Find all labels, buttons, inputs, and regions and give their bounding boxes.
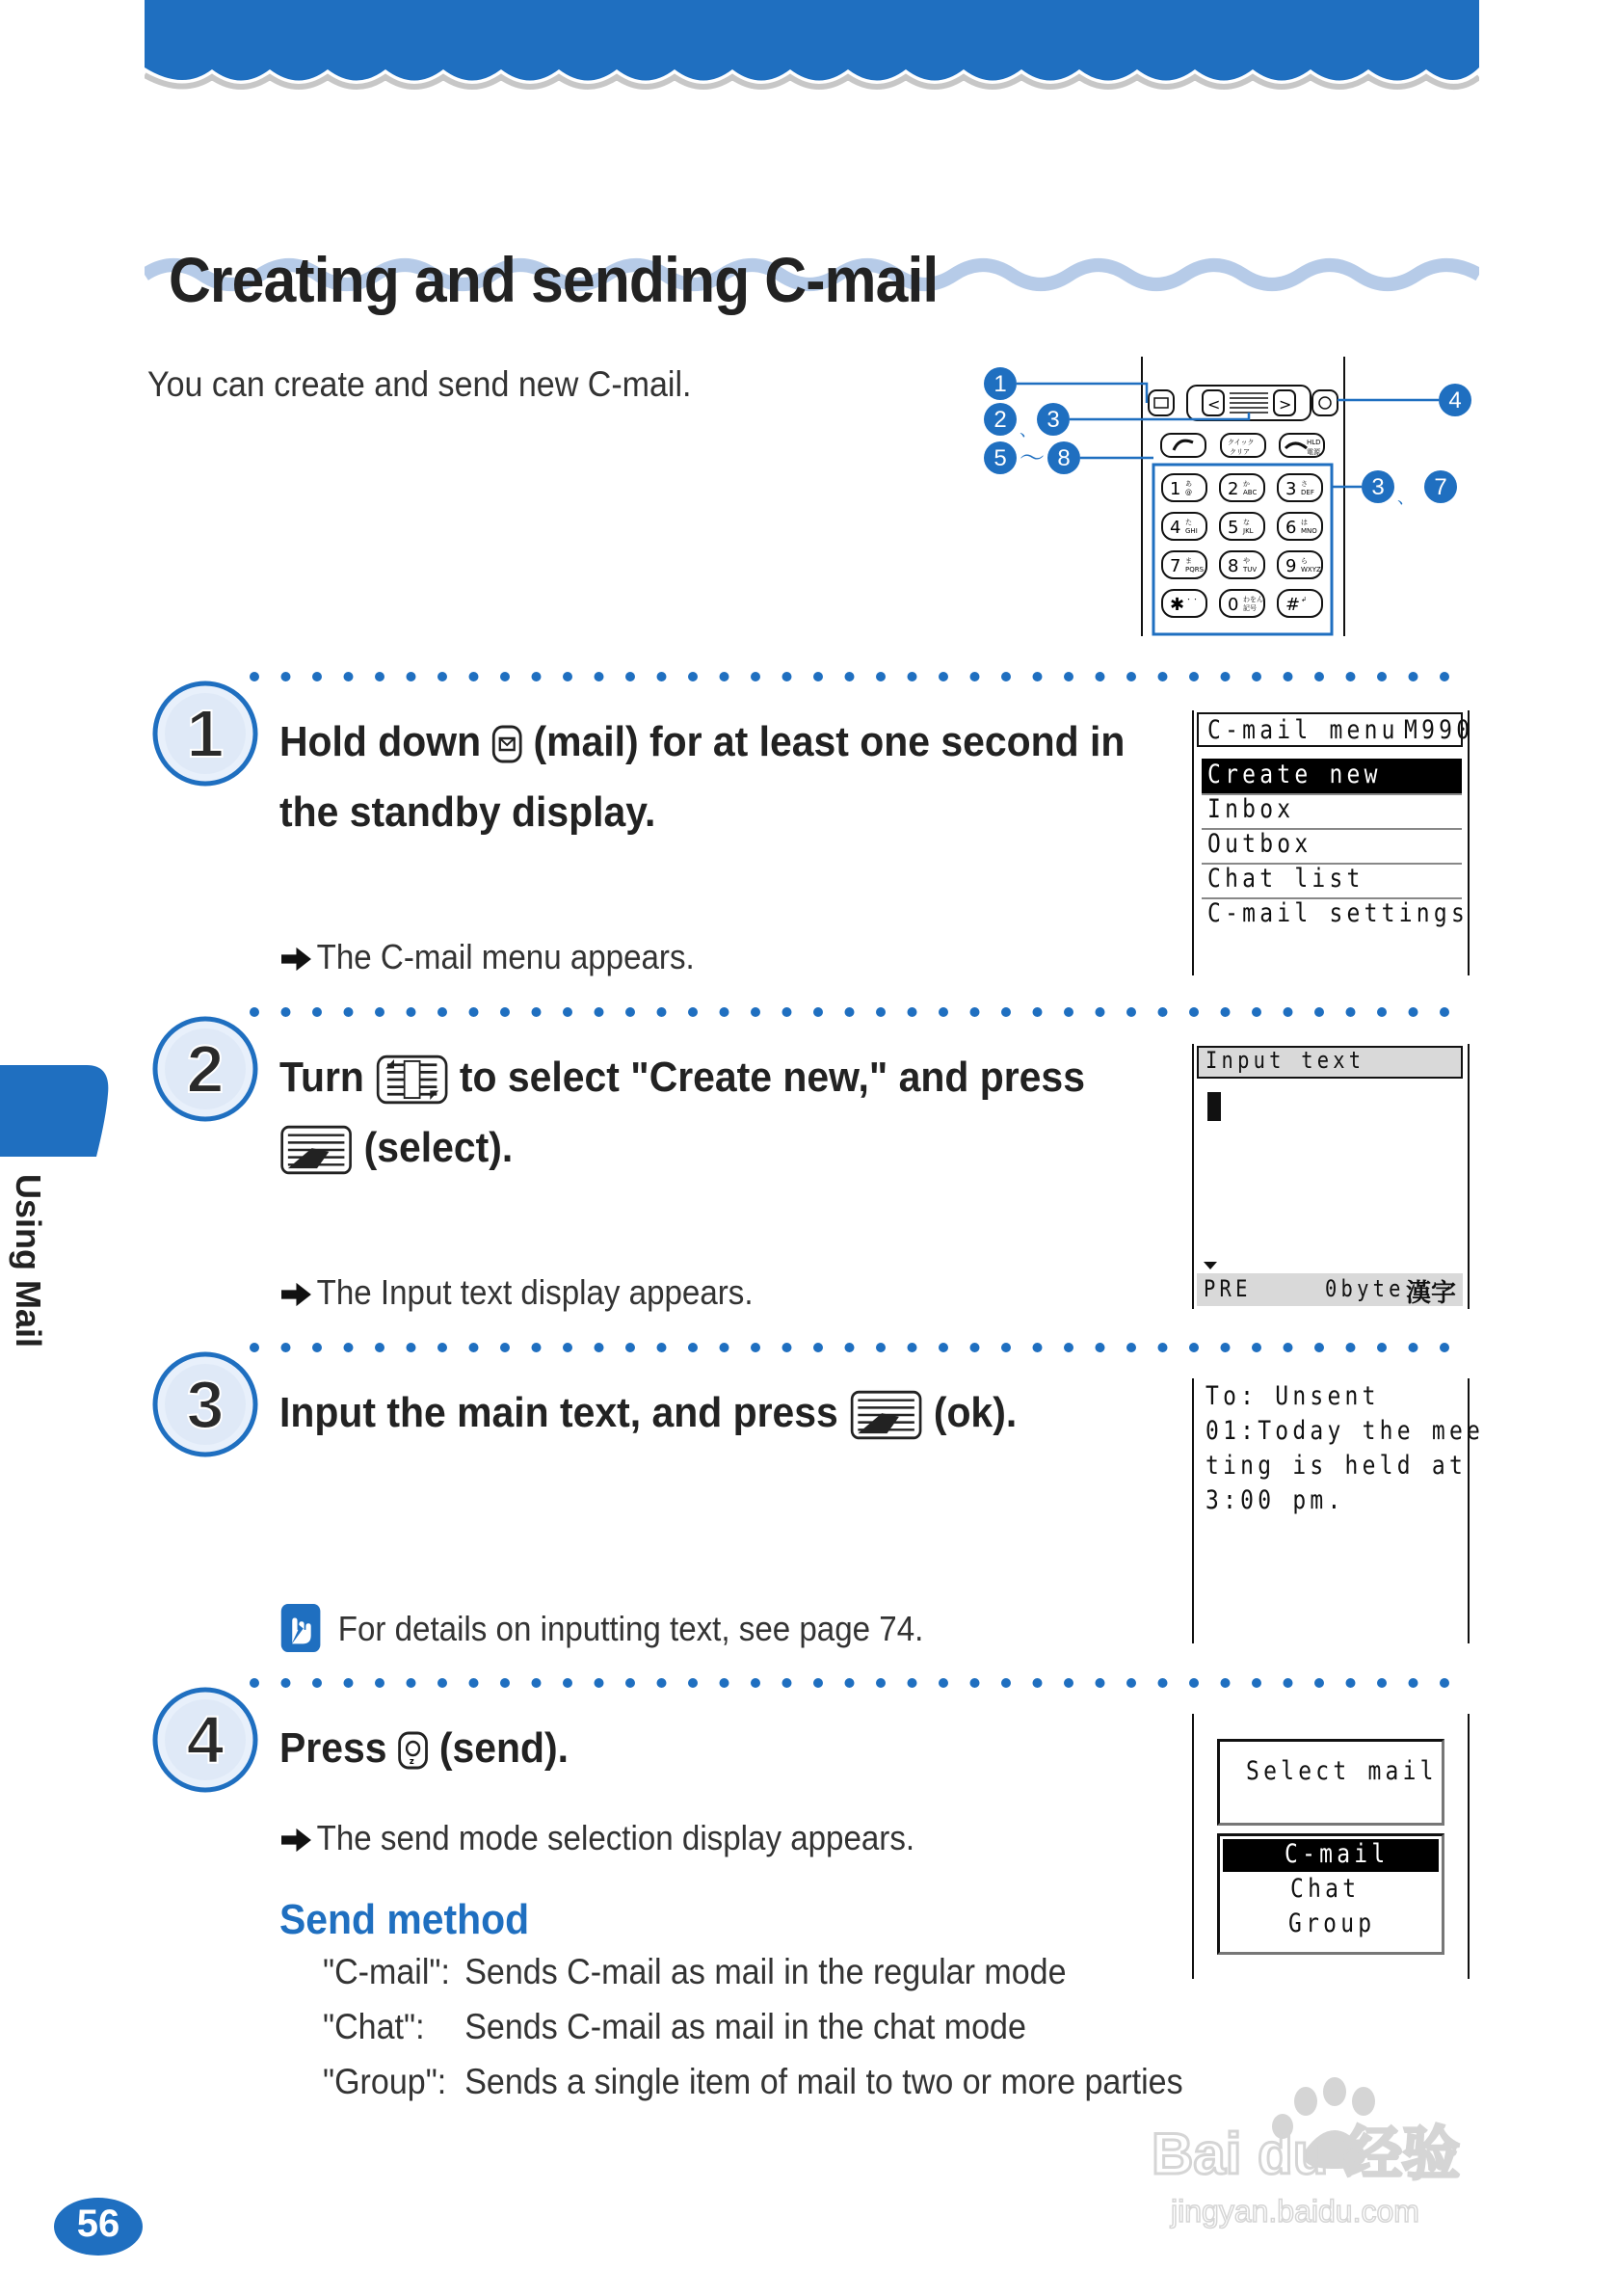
arrow-right-icon (279, 1281, 313, 1308)
callout-8 (1047, 441, 1080, 474)
side-tab-label: Using Mail (9, 1174, 48, 1348)
svg-text:HLD: HLD (1307, 439, 1321, 446)
send-key-icon (398, 1730, 429, 1771)
send-method-row: "Chat": Sends C-mail as mail in the chat mode (323, 2007, 1026, 2046)
svg-text:PQRS: PQRS (1185, 566, 1205, 574)
svg-text:1: 1 (1170, 479, 1181, 499)
svg-text:な: な (1243, 519, 1250, 526)
svg-text:✱: ✱ (1170, 595, 1185, 615)
svg-text:>: > (1279, 395, 1292, 414)
svg-text:1: 1 (993, 371, 1007, 397)
step-result: The C-mail menu appears. (279, 937, 695, 977)
svg-text:ま: ま (1185, 557, 1192, 565)
arrow-right-icon (279, 946, 313, 973)
svg-text:1: 1 (186, 696, 225, 771)
svg-text:や: や (1243, 557, 1250, 565)
svg-text:クイック: クイック (1228, 439, 1255, 446)
send-key (1312, 390, 1338, 415)
step-result: The Input text display appears. (279, 1272, 754, 1313)
keypad-key (1162, 590, 1206, 617)
mail-icon (491, 724, 522, 764)
step-divider (249, 1340, 1477, 1355)
baidu-watermark (1152, 2063, 1537, 2236)
callout-3-right (1362, 470, 1394, 503)
svg-text:@: @ (1185, 489, 1192, 496)
clear-key (1221, 434, 1265, 457)
option-cmail: C-mail (1285, 1839, 1390, 1869)
svg-text:3: 3 (1285, 479, 1297, 499)
callout-3-top (1037, 403, 1070, 436)
svg-text:5: 5 (1228, 518, 1239, 538)
send-method-row: "Group": Sends a single item of mail to two or more parties (323, 2062, 1183, 2101)
step-number-badge (151, 680, 259, 788)
side-tab (0, 1065, 111, 1157)
svg-text:は: は (1301, 519, 1308, 526)
svg-text:8: 8 (1057, 445, 1071, 471)
svg-text:、: 、 (1020, 420, 1037, 441)
keypad-key (1220, 513, 1264, 540)
svg-text:記号: 記号 (1243, 604, 1257, 612)
svg-text:電源: 電源 (1307, 448, 1320, 456)
svg-text:、: 、 (1397, 488, 1415, 508)
svg-text:WXYZ: WXYZ (1301, 566, 1321, 574)
svg-text:4: 4 (1448, 387, 1462, 414)
svg-text:3: 3 (186, 1367, 225, 1442)
svg-text:6: 6 (1285, 518, 1297, 538)
select-key-icon (849, 1389, 922, 1441)
keypad-key (1220, 551, 1264, 578)
mail-key (1149, 390, 1174, 415)
keypad-key (1278, 590, 1322, 617)
svg-text:7: 7 (1170, 556, 1181, 576)
svg-text:#: # (1285, 595, 1301, 615)
keypad-key (1162, 474, 1206, 501)
svg-text:MNO: MNO (1301, 527, 1317, 535)
step-number-badge (151, 1686, 259, 1794)
svg-text:4: 4 (1170, 518, 1181, 538)
step-divider (249, 1675, 1477, 1691)
step-instruction: Press (send). (279, 1724, 570, 1772)
svg-text:クリア: クリア (1230, 448, 1250, 456)
step-instruction: Input the main text, and press (ok). (279, 1377, 1017, 1448)
svg-text:か: か (1243, 480, 1250, 488)
screen-select-mail: Select mail C-mail Chat Group (1192, 1714, 1470, 1979)
svg-text:TUV: TUV (1243, 566, 1258, 574)
pointing-hand-icon (279, 1602, 322, 1654)
arrow-right-icon (279, 1827, 313, 1854)
svg-text:DEF: DEF (1301, 489, 1314, 496)
svg-text:7: 7 (1434, 474, 1447, 500)
callout-1 (984, 367, 1017, 400)
svg-text:Bai du 经验: Bai du 经验 (1152, 2122, 1461, 2186)
scroll-down-icon (1204, 1262, 1217, 1269)
keypad-key (1278, 513, 1322, 540)
keypad-diagram (973, 357, 1484, 636)
send-method-heading: Send method (279, 1896, 530, 1943)
svg-text:9: 9 (1285, 556, 1297, 576)
send-method-row: "C-mail": Sends C-mail as mail in the regular mode (323, 1952, 1067, 1991)
screen-input-text: Input text PRE 0byte 漢字 (1192, 1044, 1470, 1309)
svg-text:jingyan.baidu.com: jingyan.baidu.com (1171, 2194, 1419, 2229)
callout-2 (984, 403, 1017, 436)
svg-text:2: 2 (186, 1031, 225, 1107)
callout-7 (1424, 470, 1457, 503)
keypad-key (1278, 474, 1322, 501)
svg-text:〜: 〜 (1020, 444, 1046, 473)
svg-text:・・: ・・ (1185, 596, 1199, 603)
keypad-key (1278, 551, 1322, 578)
step-result: The send mode selection display appears. (279, 1818, 914, 1858)
page-number: 56 (76, 2203, 120, 2245)
number-keys (1162, 474, 1322, 617)
step-instruction: Turn to select "Create new," and press (select). (279, 1042, 1085, 1183)
svg-text:JKL: JKL (1243, 527, 1254, 535)
header-wave-band (145, 0, 1479, 96)
step-reference-note: For details on inputting text, see page 74. (279, 1602, 923, 1654)
svg-text:た: た (1185, 519, 1192, 526)
navigation-key-icon (375, 1054, 448, 1106)
keypad-key (1162, 513, 1206, 540)
svg-text:2: 2 (993, 407, 1007, 433)
call-key (1161, 434, 1205, 457)
step-instruction: Hold down (mail) for at least one second in the standby display. (279, 718, 1126, 836)
svg-text:あ: あ (1185, 480, 1192, 488)
svg-text:3: 3 (1046, 407, 1060, 433)
screen-cmail-menu: C-mail menu M990 Create new Inbox Outbox Chat list C-mail settings (1192, 710, 1470, 975)
callout-5 (984, 441, 1017, 474)
text-cursor (1207, 1092, 1221, 1121)
power-key (1280, 434, 1324, 457)
svg-text:わをん: わをん (1243, 596, 1263, 603)
keypad-key (1162, 551, 1206, 578)
svg-text:↲: ↲ (1301, 596, 1307, 603)
page-title: Creating and sending C-mail (169, 244, 939, 315)
select-key-icon (279, 1124, 353, 1176)
option-group: Group (1288, 1909, 1376, 1938)
keypad-key (1220, 474, 1264, 501)
intro-text: You can create and send new C-mail. (147, 364, 692, 404)
step-number-badge (151, 1015, 259, 1123)
svg-text:<: < (1207, 395, 1221, 414)
step-number-badge (151, 1350, 259, 1458)
svg-text:5: 5 (993, 445, 1007, 471)
svg-text:ABC: ABC (1243, 489, 1258, 496)
screen-message-body: To: Unsent 01:Today the mee ting is held at 3:00 pm. (1192, 1378, 1470, 1643)
svg-text:8: 8 (1228, 556, 1239, 576)
keypad-key (1220, 590, 1264, 617)
svg-text:ら: ら (1301, 557, 1308, 565)
svg-text:さ: さ (1301, 480, 1308, 488)
step-divider (249, 1004, 1477, 1020)
svg-text:GHI: GHI (1185, 527, 1198, 535)
svg-text:4: 4 (186, 1702, 225, 1777)
svg-text:2: 2 (1228, 479, 1239, 499)
svg-text:0: 0 (1228, 595, 1239, 615)
svg-text:3: 3 (1371, 474, 1385, 500)
step-divider (249, 669, 1477, 684)
option-chat: Chat (1290, 1874, 1361, 1904)
callout-4 (1439, 384, 1471, 416)
